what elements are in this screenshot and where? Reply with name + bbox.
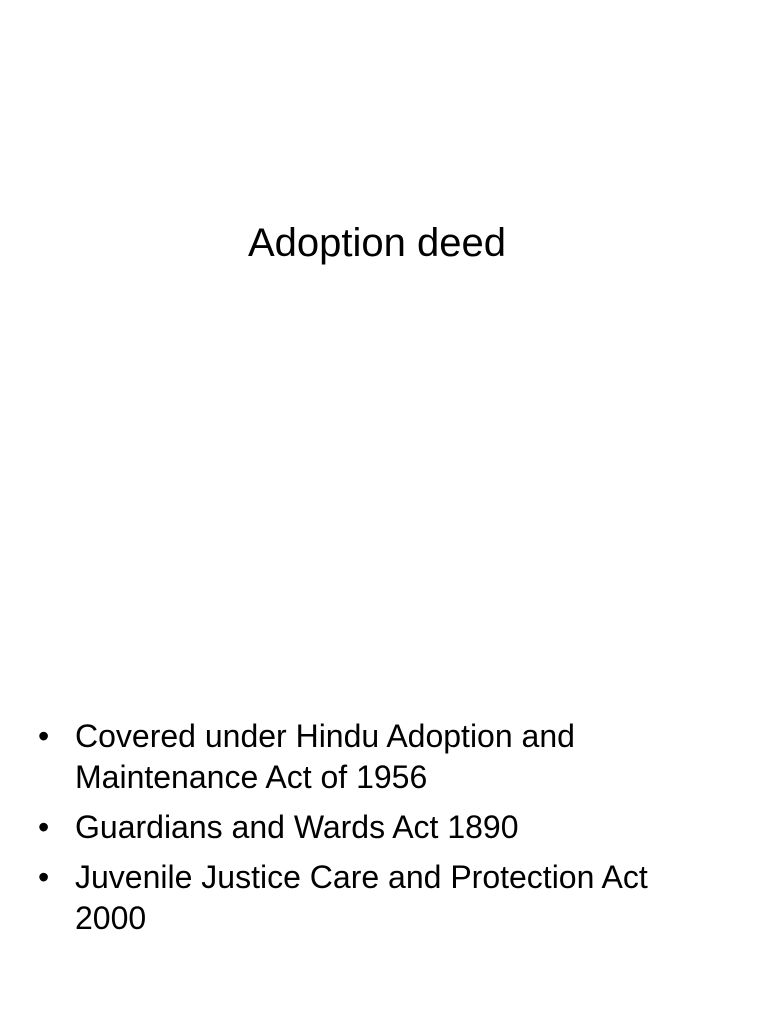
- bullet-text: Covered under Hindu Adoption and Maintenance Act of 1956: [75, 718, 575, 795]
- bullet-list: [38, 716, 718, 948]
- list-item: [38, 716, 718, 798]
- bullet-text: Juvenile Justice Care and Protection Act 2000: [75, 859, 648, 936]
- bullet-text: Guardians and Wards Act 1890: [75, 809, 519, 845]
- list-item: [38, 807, 718, 848]
- bullet-icon: •: [38, 718, 50, 754]
- bullet-icon: •: [38, 809, 50, 845]
- slide-title: Adoption deed: [247, 221, 506, 265]
- bullet-icon: •: [38, 859, 50, 895]
- list-item: [38, 857, 718, 939]
